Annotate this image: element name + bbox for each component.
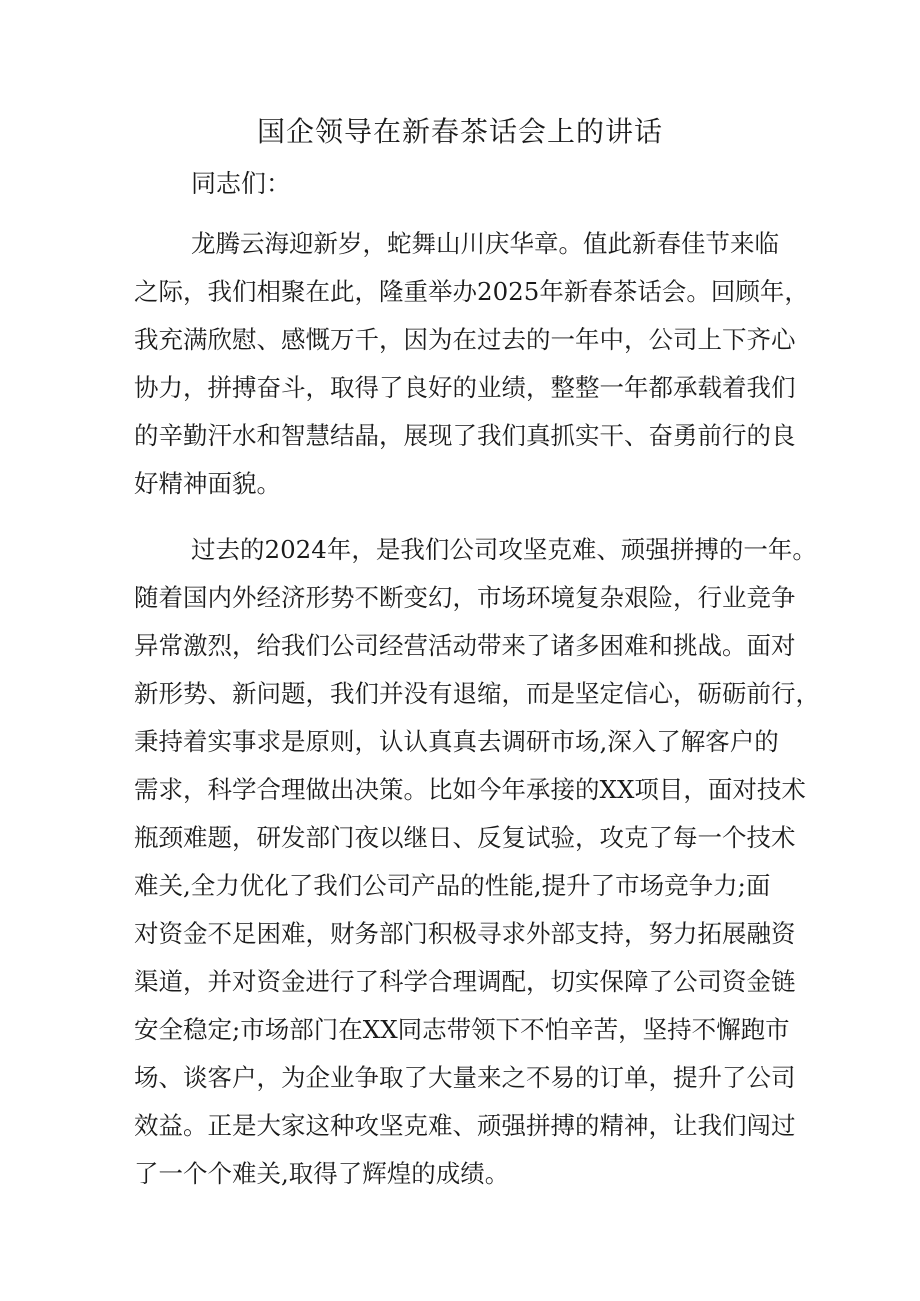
paragraph-line: 的辛勤汗水和智慧结晶，展现了我们真抓实干、奋勇前行的良 bbox=[134, 421, 796, 450]
paragraph-line: 了一个个难关,取得了辉煌的成绩。 bbox=[134, 1159, 510, 1188]
paragraph-line: 龙腾云海迎新岁，蛇舞山川庆华章。值此新春佳节来临 bbox=[191, 229, 779, 258]
paragraph-line: 需求，科学合理做出决策。比如今年承接的XX项目，面对技术 bbox=[134, 775, 806, 804]
paragraph-line: 之际，我们相聚在此，隆重举办2025年新春茶话会。回顾年， bbox=[134, 277, 809, 306]
paragraph-line: 随着国内外经济形势不断变幻，市场环境复杂艰险，行业竞争 bbox=[134, 583, 796, 612]
paragraph-line: 效益。正是大家这种攻坚克难、顽强拼搏的精神，让我们闯过 bbox=[134, 1111, 796, 1140]
paragraph-2 bbox=[134, 526, 820, 1198]
paragraph-line: 对资金不足困难，财务部门积极寻求外部支持，努力拓展融资 bbox=[134, 919, 796, 948]
paragraph-line: 新形势、新问题，我们并没有退缩，而是坚定信心，砺砺前行， bbox=[134, 679, 820, 708]
paragraph-line: 异常激烈，给我们公司经营活动带来了诸多困难和挑战。面对 bbox=[134, 631, 796, 660]
paragraph-line: 瓶颈难题，研发部门夜以继日、反复试验，攻克了每一个技术 bbox=[134, 823, 796, 852]
paragraph-line: 秉持着实事求是原则，认认真真去调研市场,深入了解客户的 bbox=[134, 727, 779, 756]
paragraph-line: 难关,全力优化了我们公司产品的性能,提升了市场竞争力;面 bbox=[134, 871, 771, 900]
paragraph-1 bbox=[134, 220, 809, 508]
paragraph-line: 安全稳定;市场部门在XX同志带领下不怕辛苦，坚持不懈跑市 bbox=[134, 1015, 790, 1044]
salutation: 同志们： bbox=[191, 169, 292, 198]
paragraph-line: 好精神面貌。 bbox=[134, 469, 281, 498]
paragraph-line: 渠道，并对资金进行了科学合理调配，切实保障了公司资金链 bbox=[134, 967, 796, 996]
paragraph-line: 协力，拼搏奋斗，取得了良好的业绩，整整一年都承载着我们 bbox=[134, 373, 796, 402]
paragraph-line: 我充满欣慰、感慨万千，因为在过去的一年中，公司上下齐心 bbox=[134, 325, 796, 354]
paragraph-line: 场、谈客户，为企业争取了大量来之不易的订单，提升了公司 bbox=[134, 1063, 796, 1092]
paragraph-line: 过去的2024年，是我们公司攻坚克难、顽强拼搏的一年。 bbox=[191, 535, 817, 564]
document-title: 国企领导在新春茶话会上的讲话 bbox=[256, 115, 663, 148]
